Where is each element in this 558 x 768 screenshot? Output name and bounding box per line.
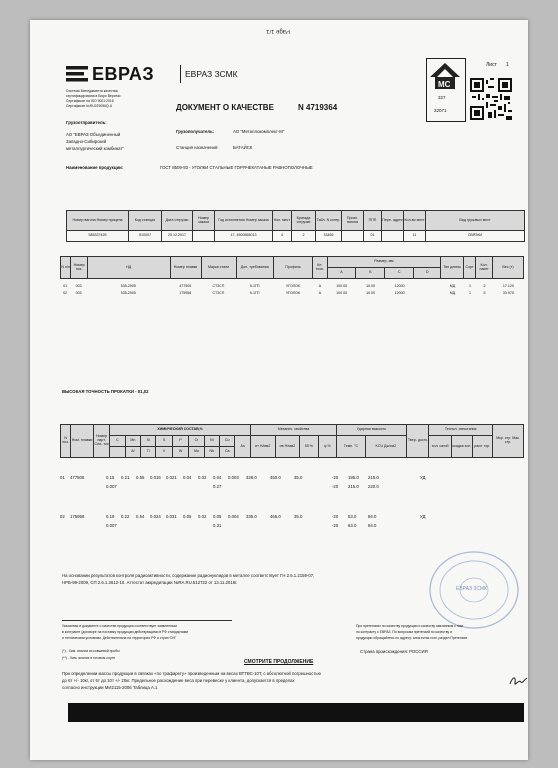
- cell: 35.0: [294, 475, 303, 480]
- cell: 84.0: [368, 514, 377, 519]
- cell: 535-2005: [120, 290, 136, 295]
- col-size: Размер, мм: [327, 257, 441, 268]
- cell: -20: [332, 484, 339, 489]
- col-sort: Сорт: [463, 257, 475, 279]
- col-tech-tests: Технол. испытания: [429, 425, 493, 436]
- cell: -20: [332, 514, 339, 519]
- col-pos: N поз.: [61, 425, 71, 458]
- footnote: (*) - Хим. анализ из ковшевой пробы: [62, 649, 120, 653]
- cell: 0.05: [183, 514, 192, 519]
- chem-elements-row: [61, 436, 524, 447]
- cell: 01: [60, 475, 65, 480]
- cell: 0.031: [166, 514, 177, 519]
- col-cold-bend: хол. изгиб: [429, 436, 452, 458]
- cell: 0.021: [166, 475, 177, 480]
- el-mo: Mo: [189, 447, 204, 458]
- cell: УД: [420, 514, 426, 519]
- cell: 0.05: [213, 514, 222, 519]
- cell: УГОЛОК: [285, 290, 300, 295]
- col-size-d: D: [414, 268, 441, 279]
- shipper-line: АО "ЕВРАЗ Объединенный: [66, 132, 121, 137]
- el-w: W: [172, 447, 188, 458]
- cell: 335.0: [246, 514, 257, 519]
- product-row: [60, 290, 524, 297]
- bottom-text: согласно инструкции МИ2115-2006 Таблица А.1: [62, 685, 158, 690]
- product-rows: [60, 283, 524, 297]
- signature-icon: [508, 674, 528, 688]
- origin-country: Страна происхождения: РОССИЯ: [360, 649, 428, 654]
- col-heat: Ном. плавки: [71, 425, 94, 458]
- cell: 2: [483, 283, 486, 288]
- sheet-label: Лист: [486, 62, 497, 68]
- right-note: продукции обращайтесь по адресу: www.evraz.com, раздел Претензии.: [356, 636, 469, 640]
- cell: 0.54: [136, 514, 145, 519]
- cell: 17.120: [502, 283, 514, 288]
- el-as: As: [235, 436, 250, 458]
- emblem-code: 32071: [434, 108, 447, 113]
- col-length-type: Тип длины: [441, 257, 464, 279]
- consignee-value: АО "Металлокомплект-М": [233, 129, 285, 134]
- cell: СВЯЗКИ: [426, 231, 525, 242]
- product-label: Наименование продукции:: [66, 165, 124, 170]
- col-heat: Номер плавки: [170, 257, 201, 279]
- cell: [382, 231, 404, 242]
- cell: 53.0: [348, 514, 357, 519]
- cell: 17, 4500565013: [215, 231, 273, 242]
- cell: 4: [273, 231, 292, 242]
- col-size-c: С: [385, 268, 414, 279]
- col-station-code: Код станции: [129, 211, 162, 231]
- footnote: (**) - Хим. анализ в готовом сорте: [62, 656, 116, 660]
- cert-line: Сертификат на ISO 9001:2015: [66, 99, 114, 103]
- cell: 195.0: [348, 475, 359, 480]
- shipment-header-row: [67, 211, 525, 231]
- col-chem-composition: ХИМИЧЕСКИЙ СОСТАВ,%: [110, 425, 251, 436]
- station-value: БАТАЙСК: [233, 145, 253, 150]
- cell: 328.0: [246, 475, 257, 480]
- emblem-number: 327: [438, 95, 446, 100]
- col-hot-flare: расп. гор.: [472, 436, 493, 458]
- cell: [414, 290, 441, 297]
- col-nn: N п/п: [61, 257, 71, 279]
- el-ni: Ni: [204, 436, 219, 447]
- cell: 2: [292, 231, 316, 242]
- el-c: C: [110, 436, 125, 447]
- col-part: Номер парт. Сли- ток: [93, 425, 109, 458]
- col-brigade: Бригада отгрузки: [292, 211, 316, 231]
- cell: 0.003: [228, 475, 239, 480]
- station-label: Станция назначения:: [176, 145, 219, 150]
- cell: 1: [469, 290, 472, 295]
- cell: 100.00: [336, 290, 348, 295]
- cell: 0.55: [136, 475, 145, 480]
- el-v: V: [156, 447, 172, 458]
- see-continuation: СМОТРИТЕ ПРОДОЛЖЕНИЕ: [244, 659, 314, 665]
- left-note: и техническим условиям. Действительна на территории РФ и стран СНГ: [62, 636, 177, 640]
- cell: 0.21: [121, 475, 130, 480]
- cell: 84.0: [368, 523, 377, 528]
- right-note: по контракту с ЕВРАЗ. По вопросам претензий по качеству и: [356, 630, 452, 634]
- consignee-label: Грузополучатель:: [176, 129, 215, 134]
- qr-code-icon: [470, 78, 512, 120]
- cell: 003: [75, 283, 82, 288]
- evraz-logo-icon: [66, 65, 90, 83]
- precision-note: ВЫСОКАЯ ТОЧНОСТЬ ПРОКАТКИ - 01,02: [62, 389, 149, 394]
- col-ship-date: Дата отгрузки: [162, 211, 193, 231]
- cell: 0.27: [213, 484, 222, 489]
- cell: 10.00: [366, 290, 376, 295]
- col-profile: Профиль: [273, 257, 312, 279]
- brand-name: ЕВРАЗ: [92, 64, 155, 84]
- col-impact: Ударная вязкость: [337, 425, 407, 436]
- col-cold-upset: осадка хол.: [451, 436, 472, 458]
- shipment-table: [66, 210, 525, 242]
- el-cu: Cu: [220, 436, 235, 447]
- el-ca: Ca: [220, 447, 235, 458]
- cell: [193, 231, 215, 242]
- bottom-text: до 6т +/- 10кг, от 6т до 10т +/- 20кг. Предельное расхождение веса при перевеске у клиента, допускается в пределах: [62, 678, 295, 683]
- cell: 12000: [394, 283, 405, 288]
- cell: 5-1ГП: [249, 283, 260, 288]
- cell: МД: [449, 290, 456, 295]
- redacted-bar: [68, 703, 524, 722]
- col-extra-req: Доп. требования: [236, 257, 273, 279]
- left-note: в контракте (договоре на поставку продукции действующими в РФ стандартами: [62, 630, 189, 634]
- cell: 01: [364, 231, 382, 242]
- col-reduction: ψ %: [318, 436, 336, 458]
- product-header-row: [61, 257, 524, 268]
- el-al: Al: [125, 447, 140, 458]
- product-row: [60, 283, 524, 290]
- el-nb: Nb: [204, 447, 219, 458]
- cell: 0.004: [228, 514, 239, 519]
- cell: 10.00: [366, 283, 376, 288]
- radiation-note: На основании результатов контроля радиоактивности, содержание радионуклидов в металле соответствует ГН 2.6.1.2159-07,: [62, 573, 315, 578]
- cell: УД: [420, 475, 426, 480]
- product-table: [60, 256, 524, 279]
- cell: 02: [60, 514, 65, 519]
- cell: 35.0: [294, 514, 303, 519]
- cell: 175958: [179, 290, 192, 295]
- cell: -20: [332, 475, 339, 480]
- cell: 0.024: [150, 514, 161, 519]
- col-accuracy: Кл. точн.: [313, 257, 327, 279]
- el-s: S: [156, 436, 172, 447]
- chemistry-table: [60, 424, 524, 458]
- el-blank: [110, 447, 125, 458]
- cell: 0.015: [150, 475, 161, 480]
- cell: 220.0: [368, 484, 379, 489]
- col-nd: НД: [87, 257, 170, 279]
- chem-header-row: [61, 425, 524, 436]
- cell: 215.0: [368, 475, 379, 480]
- cell: 5-1ГП: [249, 290, 260, 295]
- cell: 0.19: [106, 514, 115, 519]
- cert-line: Система Менеджмента качества: [66, 89, 118, 93]
- cell: 0.007: [106, 523, 117, 528]
- el-mn: Mn: [125, 436, 140, 447]
- col-hardness: Твер- дость: [406, 425, 429, 458]
- cell: [342, 231, 364, 242]
- cert-line: сертифицирована в Бюро Веритас: [66, 94, 121, 98]
- cell: 175958: [70, 514, 85, 519]
- col-year-order: Год исполнения Номер заказа: [215, 211, 273, 231]
- col-weight: Вес (т): [492, 257, 523, 279]
- col-grade: Марка стали: [201, 257, 236, 279]
- shipper-line: металлургический комбинат": [66, 146, 124, 151]
- col-qty-places: Кол-во мест: [404, 211, 426, 231]
- logo-divider: [180, 65, 181, 83]
- cell: 215.0: [348, 484, 359, 489]
- cell: 535-2005: [120, 283, 136, 288]
- shipper-label: Грузоотправитель:: [66, 120, 107, 125]
- col-places: Кол. мест: [273, 211, 292, 231]
- bottom-text: При определении массы продукции в связках «по трафарету» произведенным на весах ВТТВС-10Т, с абсолютной погрешностью: [62, 671, 321, 676]
- cell: 12000: [394, 290, 405, 295]
- col-elongation: δ5 %: [300, 436, 318, 458]
- col-temp: Темп. °C: [337, 436, 366, 458]
- col-tensile: σв Н/мм2: [275, 436, 300, 458]
- left-note: Указанная в документе о качестве продукция соответствует заявленным: [62, 624, 177, 628]
- mc-emblem-icon: [427, 61, 463, 91]
- el-p: P: [172, 436, 188, 447]
- col-yield: σт Н/мм2: [250, 436, 275, 458]
- col-kcu: KCU Дж/см2: [365, 436, 406, 458]
- cell: 58533742б: [67, 231, 129, 242]
- cell: [414, 283, 441, 290]
- col-ppp: ППП: [364, 211, 382, 231]
- cell: 11: [404, 231, 426, 242]
- col-wagon: Номер вагона Номер прицепа: [67, 211, 129, 231]
- cell: 33465: [316, 231, 342, 242]
- cell: 510007: [129, 231, 162, 242]
- cell: 465.0: [270, 514, 281, 519]
- col-wagon-sign: Призн. вагона: [342, 211, 364, 231]
- quality-emblem: [426, 58, 466, 122]
- col-structure: Мкр. стр. Мак. стр.: [493, 425, 524, 458]
- col-size-a: А: [327, 268, 356, 279]
- cell: 0.31: [213, 523, 222, 528]
- cell: 477505: [179, 283, 192, 288]
- cell: 63.0: [348, 523, 357, 528]
- cell: 477505: [70, 475, 85, 480]
- col-mech-props: Механич. свойства: [250, 425, 336, 436]
- page-label: Page 1/1: [266, 28, 291, 34]
- cell: 0.02: [198, 514, 207, 519]
- sheet-number: 1: [506, 62, 509, 68]
- right-note: При претензиях по качеству продукции и качеству связанным с ним: [356, 624, 463, 628]
- radiation-note: НРБ-99-2009, СП 2.6.1.2612-10. Аттестат аккредитации №RA.RU.512722 от 13.11.2016г.: [62, 580, 238, 585]
- cell: 0.02: [198, 475, 207, 480]
- col-table-no: Табл. N контр.: [316, 211, 342, 231]
- cell: 100.00: [336, 283, 348, 288]
- cell: 450.0: [270, 475, 281, 480]
- document-sheet: [30, 20, 528, 760]
- cell: 5: [483, 290, 486, 295]
- cert-line: Сертификат №RU229056Q-U: [66, 104, 113, 108]
- cell: СТ3СП: [212, 283, 225, 288]
- cell: УГОЛОК: [285, 283, 300, 288]
- col-size-b: Б: [356, 268, 385, 279]
- cell: 0.04: [213, 475, 222, 480]
- cell: МД: [449, 283, 456, 288]
- cell: 01: [63, 283, 68, 288]
- svg-text:МС: МС: [438, 80, 451, 89]
- cell: 33.970: [502, 290, 514, 295]
- plant-name: ЕВРАЗ ЗСМК: [185, 69, 238, 79]
- cell: 0.007: [106, 484, 117, 489]
- col-cargo-type: Вид грузовых мест: [426, 211, 525, 231]
- cell: 003: [75, 290, 82, 295]
- col-readdress: Пере- адрес: [382, 211, 404, 231]
- shipment-row: [67, 231, 525, 242]
- stamp-text: ЕВРАЗ ЗСМК: [456, 586, 487, 592]
- el-ti: Ti: [141, 447, 156, 458]
- cell: СТ3СП: [212, 290, 225, 295]
- notes-divider: [62, 620, 232, 621]
- cell: 0.15: [106, 475, 115, 480]
- col-packs: Кол. пакет: [476, 257, 493, 279]
- col-order: Номер заказа: [193, 211, 215, 231]
- cell: 1: [469, 283, 472, 288]
- el-si: Si: [141, 436, 156, 447]
- product-value: ГОСТ 8509-93 - УГОЛКИ СТАЛЬНЫЕ ГОРЯЧЕКАТАНЫЕ РАВНОПОЛОЧНЫЕ: [160, 165, 313, 170]
- cell: 25.12.2017: [162, 231, 193, 242]
- cell: А: [318, 283, 322, 288]
- cell: 0.22: [121, 514, 130, 519]
- document-title: ДОКУМЕНТ О КАЧЕСТВЕ: [176, 103, 274, 112]
- cell: 0.04: [183, 475, 192, 480]
- col-pos: Номер поз.: [71, 257, 88, 279]
- el-cr: Cr: [189, 436, 204, 447]
- shipper-line: Западно-Сибирский: [66, 139, 106, 144]
- document-number: N 4719364: [298, 103, 338, 112]
- cell: -20: [332, 523, 339, 528]
- cell: 02: [63, 290, 68, 295]
- cell: А: [318, 290, 322, 295]
